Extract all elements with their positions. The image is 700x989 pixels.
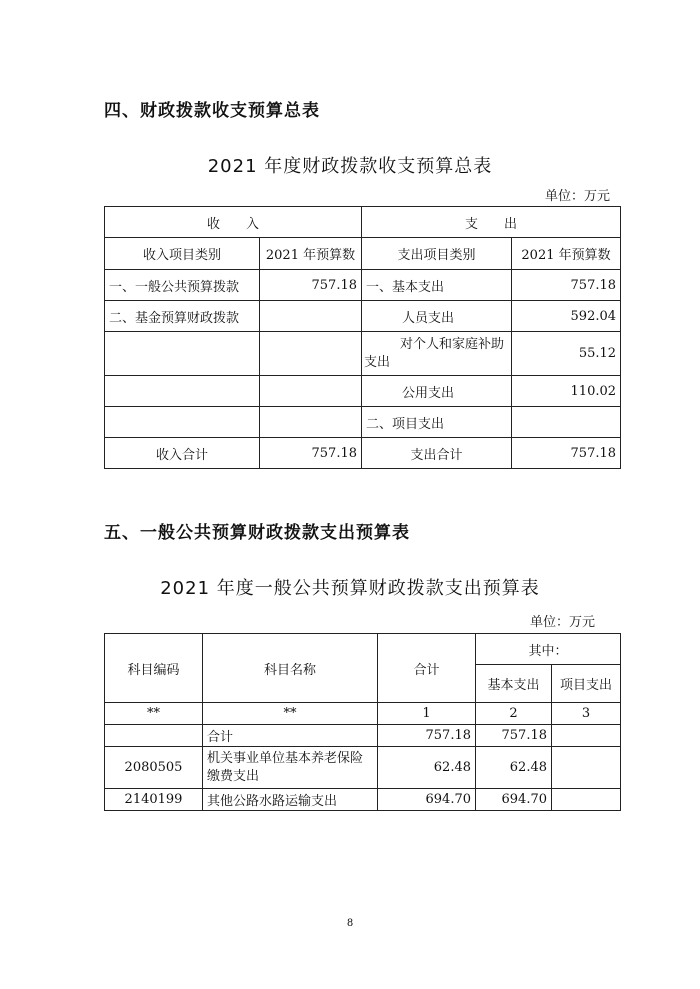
table-row [105,789,621,811]
page-number: 8 [346,918,354,929]
subject-code-header: 科目编码 [105,634,203,703]
basic-expenditure-cell: 694.70 [476,789,552,811]
income-group-header: 收 入 [105,207,362,238]
expenditure-total-label: 支出合计 [362,438,512,469]
expenditure-amount-cell: 110.02 [512,376,621,407]
expenditure-group-header: 支 出 [362,207,621,238]
table-1-group-header-row [105,207,621,238]
income-total-label: 收入合计 [105,438,260,469]
expenditure-category-cell: 公用支出 [362,376,512,407]
expenditure-budget-header: 2021 年预算数 [512,238,621,270]
expenditure-amount-cell [512,407,621,438]
income-budget-header: 2021 年预算数 [260,238,362,270]
subject-name-cell: 其他公路水路运输支出 [203,789,378,811]
budget-summary-table [104,206,621,469]
income-category-cell [105,407,260,438]
index-cell: 1 [378,703,476,725]
index-cell: ** [105,703,203,725]
table-row [105,376,621,407]
income-category-cell [105,332,260,376]
project-expenditure-cell [552,747,621,789]
expenditure-amount-cell: 55.12 [512,332,621,376]
of-which-header: 其中： [476,634,621,665]
table-row [105,725,621,747]
table-row [105,301,621,332]
subject-code-cell [105,725,203,747]
subject-name-cell: 机关事业单位基本养老保险缴费支出 [203,747,378,789]
project-expenditure-cell [552,789,621,811]
total-cell: 694.70 [378,789,476,811]
income-amount-cell [260,301,362,332]
income-total-amount: 757.18 [260,438,362,469]
table-1-total-row [105,438,621,469]
index-cell: 2 [476,703,552,725]
table-2-header-row-1 [105,634,621,665]
subject-code-cell: 2140199 [105,789,203,811]
income-category-cell [105,376,260,407]
expenditure-category-header: 支出项目类别 [362,238,512,270]
basic-expenditure-cell: 757.18 [476,725,552,747]
income-category-cell: 一、一般公共预算拨款 [105,270,260,301]
table-row [105,747,621,789]
income-amount-cell [260,332,362,376]
table-1-title: 2021 年度财政拨款收支预算总表 [207,156,493,177]
total-header: 合计 [378,634,476,703]
table-row [105,332,621,376]
table-2-unit: 单位：万元 [530,615,596,630]
project-expenditure-cell [552,725,621,747]
subject-name-header: 科目名称 [203,634,378,703]
subject-name-cell: 合计 [203,725,378,747]
basic-expenditure-header: 基本支出 [476,665,552,703]
basic-expenditure-cell: 62.48 [476,747,552,789]
expenditure-amount-cell: 592.04 [512,301,621,332]
subject-code-cell: 2080505 [105,747,203,789]
table-1-unit: 单位：万元 [545,189,611,204]
table-row [105,407,621,438]
income-amount-cell [260,376,362,407]
expenditure-category-cell: 对个人和家庭补助支出 [362,332,512,376]
income-category-header: 收入项目类别 [105,238,260,270]
project-expenditure-header: 项目支出 [552,665,621,703]
section-5-heading: 五、一般公共预算财政拨款支出预算表 [104,523,410,543]
income-amount-cell: 757.18 [260,270,362,301]
total-cell: 757.18 [378,725,476,747]
index-cell: ** [203,703,378,725]
section-4-heading: 四、财政拨款收支预算总表 [104,101,320,121]
expenditure-amount-cell: 757.18 [512,270,621,301]
total-cell: 62.48 [378,747,476,789]
general-budget-expenditure-table [104,633,621,811]
expenditure-category-cell: 人员支出 [362,301,512,332]
table-row [105,270,621,301]
table-2-index-row [105,703,621,725]
table-2-title: 2021 年度一般公共预算财政拨款支出预算表 [160,578,540,599]
income-category-cell: 二、基金预算财政拨款 [105,301,260,332]
income-amount-cell [260,407,362,438]
expenditure-category-cell: 一、基本支出 [362,270,512,301]
table-1-column-header-row [105,238,621,270]
expenditure-total-amount: 757.18 [512,438,621,469]
expenditure-category-cell: 二、项目支出 [362,407,512,438]
index-cell: 3 [552,703,621,725]
